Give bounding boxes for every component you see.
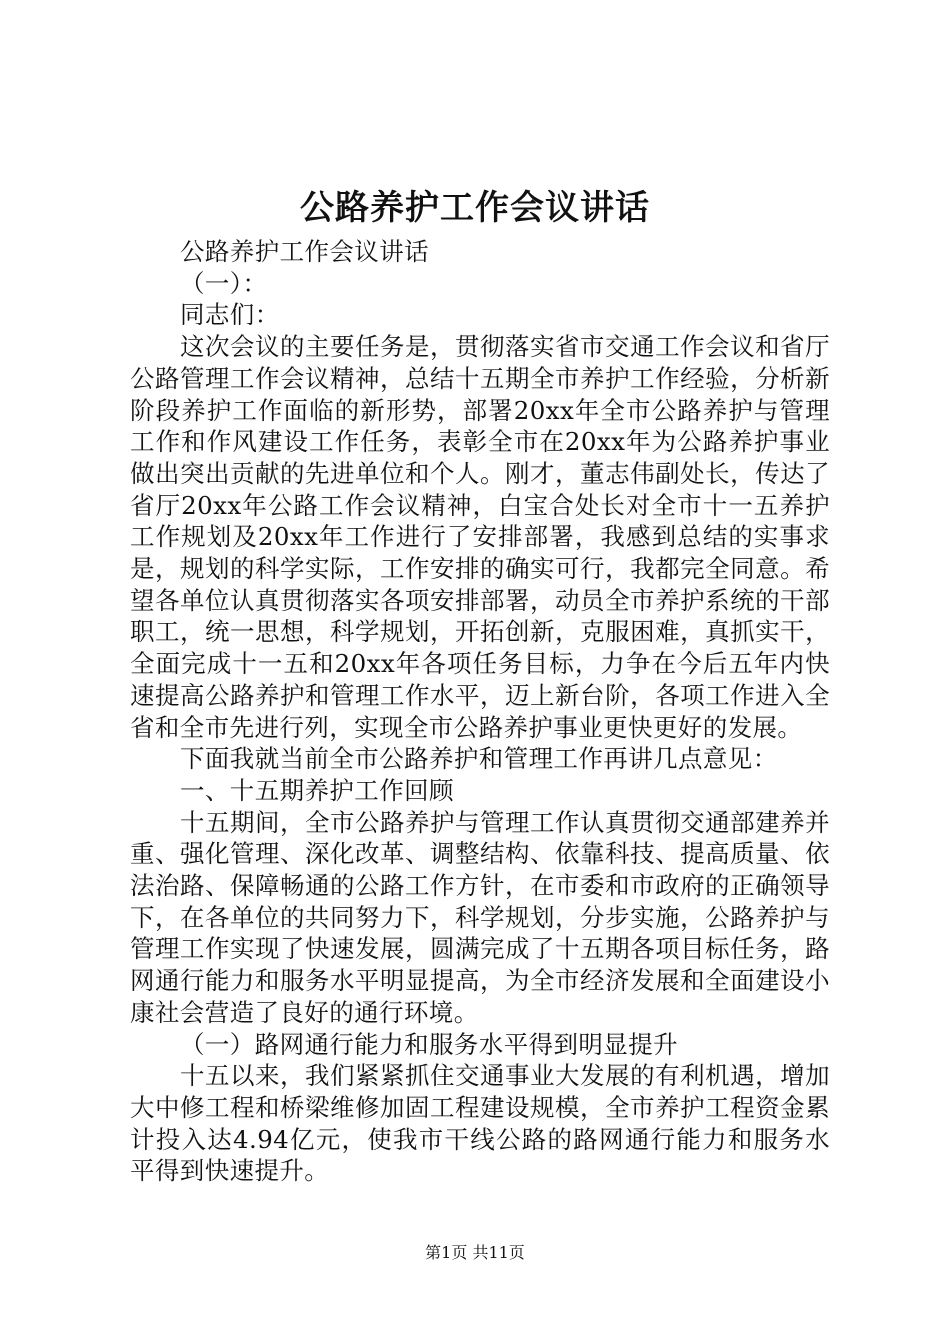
- page-number-footer: 第1页 共11页: [425, 1243, 525, 1262]
- salutation-paragraph: 同志们：: [180, 300, 280, 330]
- document-title: 公路养护工作会议讲话: [300, 188, 650, 228]
- body-paragraph: 这次会议的主要任务是，贯彻落实省市交通工作会议和省厅公路管理工作会议精神，总结十五期全市养护工作经验，分析新阶段养护工作面临的新形势，部署20xx年全市公路养护与管理工作和作风建设工作任务，表彰全市在20xx年为公路养护事业做出突出贡献的先进单位和个人。刚才，董志伟副处长，传达了省厅20xx年公路工作会议精神，白宝合处长对全市十一五养护工作规划及20xx年工作进行了安排部署，我感到总结的实事求是，规划的科学实际，工作安排的确实可行，我都完全同意。希望各单位认真贯彻落实各项安排部署，动员全市养护系统的干部职工，统一思想，科学规划，开拓创新，克服困难，真抓实干，全面完成十一五和20xx年各项任务目标，力争在今后五年内快速提高公路养护和管理工作水平，迈上新台阶，各项工作进入全省和全市先进行列，实现全市公路养护事业更快更好的发展。: [130, 332, 830, 742]
- body-paragraph: 十五期间，全市公路养护与管理工作认真贯彻交通部建养并重、强化管理、深化改革、调整结构、依靠科技、提高质量、依法治路、保障畅通的公路工作方针，在市委和市政府的正确领导下，在各单位的共同努力下，科学规划，分步实施，公路养护与管理工作实现了快速发展，圆满完成了十五期各项目标任务，路网通行能力和服务水平明显提高，为全市经济发展和全面建设小康社会营造了良好的通行环境。: [130, 807, 830, 1027]
- subtitle-paragraph: 公路养护工作会议讲话: [180, 237, 429, 266]
- body-paragraph: 十五以来，我们紧紧抓住交通事业大发展的有利机遇，增加大中修工程和桥梁维修加固工程建设规模，全市养护工程资金累计投入达4.94亿元，使我市干线公路的路网通行能力和服务水平得到快速提升。: [130, 1061, 830, 1186]
- section-heading: 一、十五期养护工作回顾: [180, 775, 454, 805]
- body-paragraph: 下面我就当前全市公路养护和管理工作再讲几点意见：: [180, 744, 778, 774]
- section-label-paragraph: （一）：: [180, 268, 268, 298]
- document-body: [130, 236, 830, 1187]
- subsection-heading: （一）路网通行能力和服务水平得到明显提升: [180, 1029, 678, 1059]
